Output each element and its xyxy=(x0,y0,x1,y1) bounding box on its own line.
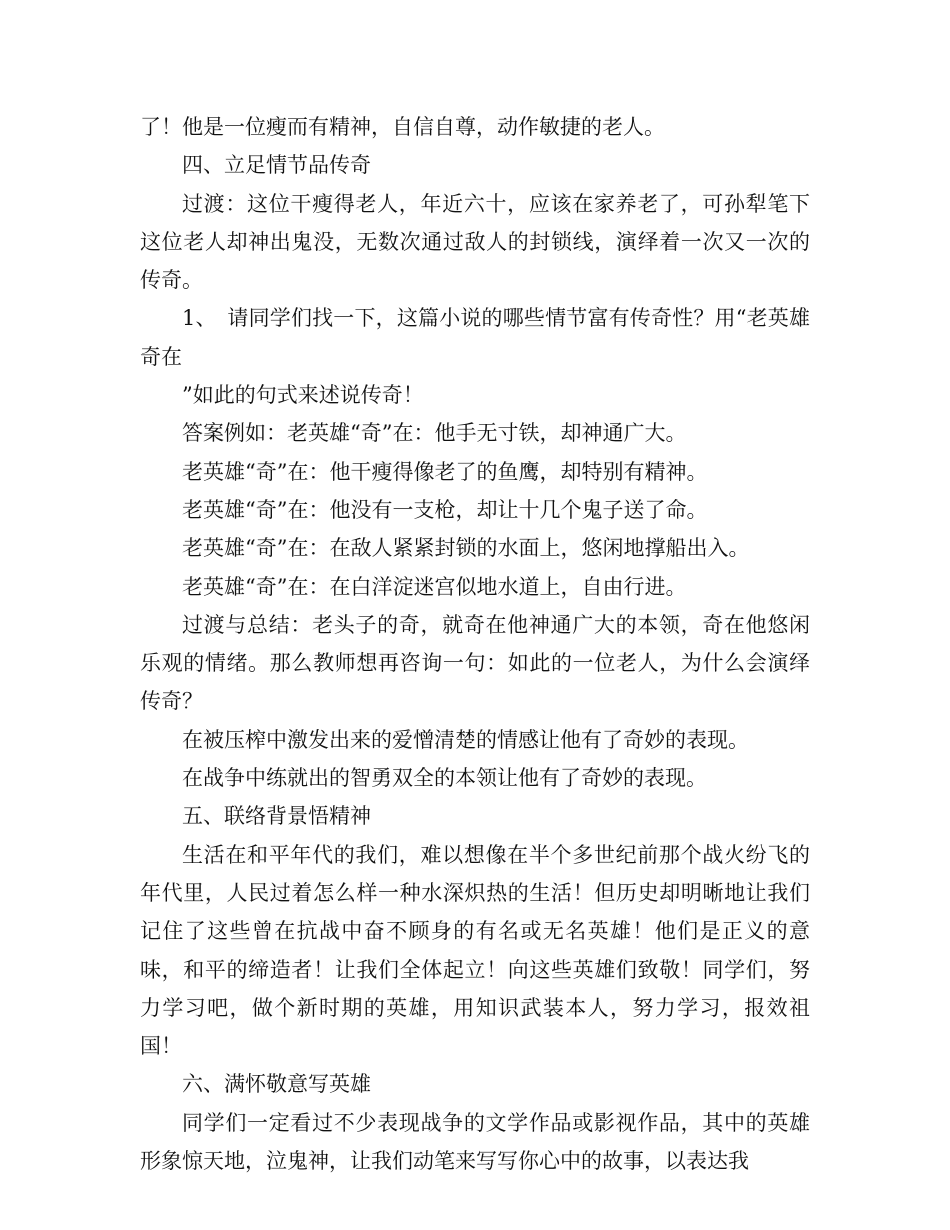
paragraph-answer-line: 老英雄“奇”在：在敌人紧紧封锁的水面上，悠闲地撑船出入。 xyxy=(182,536,750,561)
paragraph-reason-one: 在被压榨中激发出来的爱憎清楚的情感让他有了奇妙的表现。 xyxy=(182,727,749,752)
paragraph-transition-summary: 过渡与总结：老头子的奇，就奇在他神通广大的本领，奇在他悠闲乐观的情绪。那么教师想再咨询一句：如此的一位老人，为什么会演绎传奇？ xyxy=(140,612,810,714)
paragraph-answer-line: 老英雄“奇”在：他干瘦得像老了的鱼鹰，却特别有精神。 xyxy=(182,459,708,484)
section-heading-five: 五、联络背景悟精神 xyxy=(182,804,371,829)
paragraph-question-one-cont: ”如此的句式来述说传奇！ xyxy=(182,383,424,408)
paragraph-answer-example: 答案例如：老英雄“奇”在：他手无寸铁，却神通广大。 xyxy=(182,421,687,446)
paragraph-answer-line: 老英雄“奇”在：他没有一支枪，却让十几个鬼子送了命。 xyxy=(182,497,708,522)
section-heading-four: 四、立足情节品传奇 xyxy=(182,153,371,178)
paragraph-question-one: 1、 请同学们找一下，这篇小说的哪些情节富有传奇性？用“老英雄奇在 xyxy=(140,306,810,369)
document-body xyxy=(140,108,810,1180)
paragraph-continuation: 了！他是一位瘦而有精神，自信自尊，动作敏捷的老人。 xyxy=(140,115,665,139)
paragraph-reason-two: 在战争中练就出的智勇双全的本领让他有了奇妙的表现。 xyxy=(182,766,707,791)
paragraph-transition: 过渡：这位干瘦得老人，年近六十，应该在家养老了，可孙犁笔下这位老人却神出鬼没，无数次通过敌人的封锁线，演绎着一次又一次的传奇。 xyxy=(140,191,810,293)
paragraph-background: 生活在和平年代的我们，难以想像在半个多世纪前那个战火纷飞的年代里，人民过着怎么样一种水深炽热的生活！但历史却明晰地让我们记住了这些曾在抗战中奋不顾身的有名或无名英雄！他们是正义的意味，和平的缔造者！让我们全体起立！向这些英雄们致敬！同学们，努力学习吧，做个新时期的英雄，用知识武装本人，努力学习，报效祖国！ xyxy=(140,842,810,1059)
paragraph-writing-task: 同学们一定看过不少表现战争的文学作品或影视作品，其中的英雄形象惊天地，泣鬼神，让我们动笔来写写你心中的故事，以表达我 xyxy=(140,1110,810,1174)
paragraph-answer-line: 老英雄“奇”在：在白洋淀迷宫似地水道上，自由行进。 xyxy=(182,574,687,599)
section-heading-six: 六、满怀敬意写英雄 xyxy=(182,1072,371,1097)
